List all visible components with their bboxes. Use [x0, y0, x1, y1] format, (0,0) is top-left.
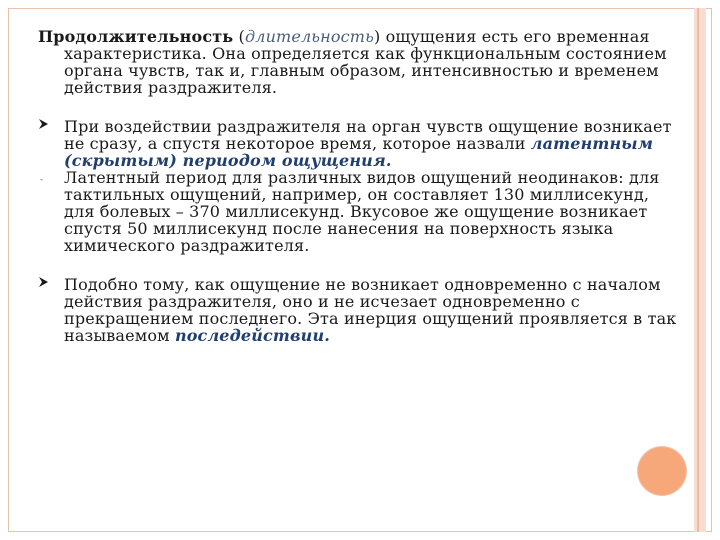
bullet-term-end: .: [324, 326, 330, 345]
slide-content: [38, 28, 678, 344]
intro-synonym: длительность: [244, 27, 374, 46]
decorative-side-line: [697, 8, 699, 532]
intro-text: ) ощущения есть его временная характеристика. Она определяется как функциональным состоянием органа чувств, так и, главным образом, интенсивностью и временем действия раздражителя.: [64, 27, 667, 97]
bullet-term-end: .: [385, 151, 392, 170]
bullet-latent-period: [38, 118, 678, 169]
bullet-term: латентным (скрытым) периодом ощущения: [64, 134, 654, 170]
bullet-term: последействии: [174, 326, 325, 345]
decorative-orange-circle: [638, 447, 686, 495]
bullet-aftereffect: [38, 276, 678, 344]
dash-text: Латентный период для различных видов ощущений неодинаков: для тактильных ощущений, например, он составляет 130 миллисекунд, для болевых – 370 миллисекунд. Вкусовое же ощущение возникает спустя 50 миллисекунд после нанесения на поверхность языка химического раздражителя.: [64, 168, 660, 255]
arrowhead-bullet-icon: [38, 276, 58, 293]
dash-latent-times: [38, 169, 678, 254]
intro-paragraph: [38, 28, 678, 96]
intro-term: Продолжительность: [38, 27, 234, 46]
bullet-text: При воздействии раздражителя на орган чувств ощущение возникает не сразу, а спустя некоторое время, которое назвали: [64, 117, 672, 153]
intro-open-paren: (: [233, 27, 245, 46]
bullet-text: Подобно тому, как ощущение не возникает одновременно с началом действия раздражителя, оно и не исчезает одновременно с прекращением последнего. Эта инерция ощущений проявляется в так называемом: [64, 275, 677, 345]
decorative-side-bar: [694, 8, 706, 532]
arrowhead-bullet-icon: [38, 118, 58, 135]
dash-marker: -: [40, 175, 44, 184]
